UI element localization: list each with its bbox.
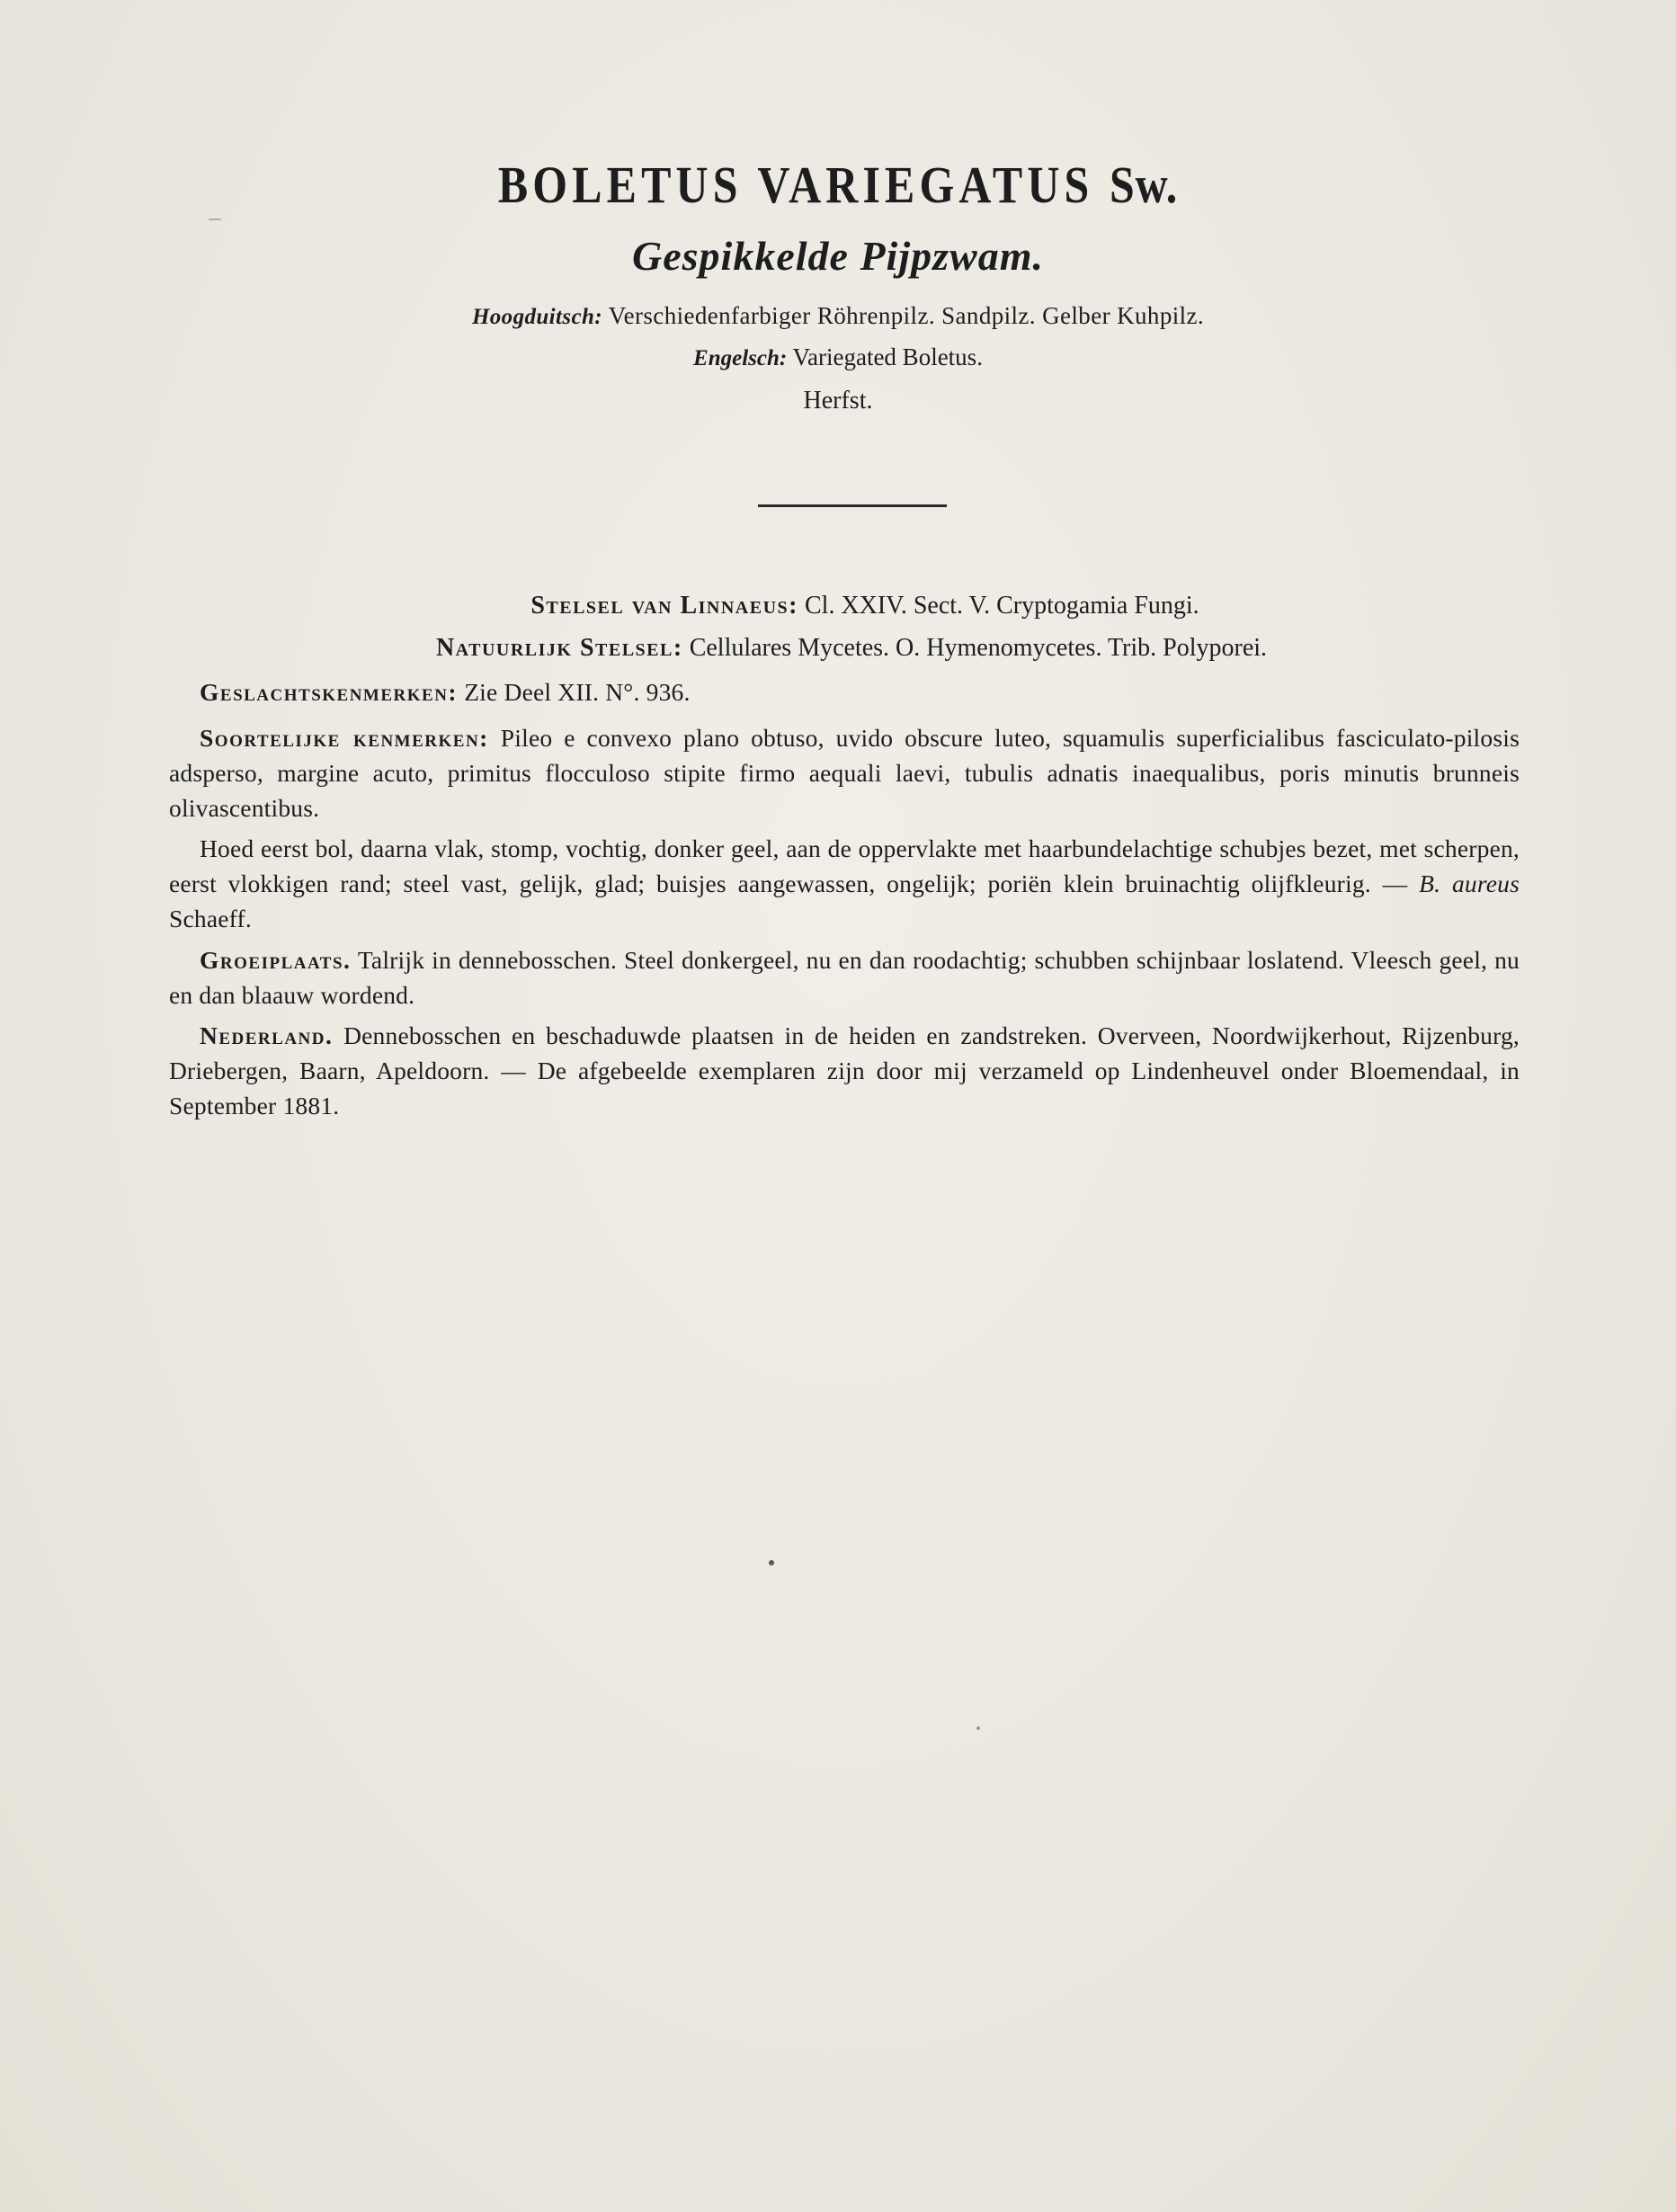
season: Herfst. — [803, 387, 873, 415]
genus-paragraph — [169, 674, 1520, 709]
species-label: Soortelijke kenmerken: — [200, 724, 489, 752]
genus-label: Geslachtskenmerken: — [200, 678, 459, 706]
synonym-name: B. aureus — [1419, 870, 1520, 897]
genus-text: Zie Deel XII. N°. 936. — [464, 678, 691, 706]
natural-text: Cellulares Mycetes. O. Hymenomycetes. Trib. Polyporei. — [689, 634, 1268, 662]
species-text: Pileo e convexo plano obtuso, uvido obscure luteo, squamulis superficialibus fasciculato-pilosis adsperso, margine acuto, primitus flocculoso stipite firmo aequali laevi, tubulis adnatis inaequalibus, poris minutis brunneis olivascentibus. — [169, 724, 1520, 822]
linnaeus-text: Cl. XXIV. Sect. V. Cryptogamia Fungi. — [804, 592, 1199, 620]
title-author: Sw. — [1110, 156, 1179, 214]
netherlands-label: Nederland. — [200, 1021, 334, 1049]
netherlands-text: Dennebosschen en beschaduwde plaatsen in de heiden en zandstreken. Overveen, Noordwijkerhout, Rijzenburg, Driebergen, Baarn, Apeldoorn. — De afgebeelde exemplaren zijn door mij verzameld op Lindenheuvel onder Bloemendaal, in September 1881. — [169, 1021, 1520, 1119]
german-names: Verschiedenfarbiger Röhrenpilz. Sandpilz. Gelber Kuhpilz. — [608, 302, 1205, 329]
german-label: Hoogduitsch: — [471, 305, 603, 329]
habitat-label: Groeiplaats. — [200, 946, 352, 974]
title-main: BOLETUS VARIEGATUS — [497, 156, 1094, 214]
synonym-author: Schaeff. — [169, 905, 252, 932]
english-name: Variegated Boletus. — [792, 343, 983, 370]
paper-speck — [976, 1726, 980, 1730]
linnaeus-label: Stelsel van Linnaeus: — [530, 592, 798, 620]
english-name-line — [0, 343, 1676, 371]
english-label: Engelsch: — [693, 346, 788, 370]
divider-rule — [758, 504, 947, 507]
natural-system-line — [27, 634, 1676, 663]
linnaeus-system-line — [54, 592, 1676, 620]
dutch-description-text: Hoed eerst bol, daarna vlak, stomp, vochtig, donker geel, aan de oppervlakte met haarbundelachtige schubjes bezet, met scherpen, eerst vlokkigen rand; steel vast, gelijk, glad; buisjes aangewassen, ongelijk; poriën klein bruinachtig olijfkleurig. — — [169, 834, 1520, 897]
dutch-description-paragraph — [169, 831, 1520, 936]
page-subtitle: Gespikkelde Pijpzwam. — [632, 233, 1044, 279]
habitat-text: Talrijk in dennebosschen. Steel donkergeel, nu en dan roodachtig; schubben schijnbaar loslatend. Vleesch geel, nu en dan blaauw wordend. — [169, 946, 1520, 1009]
natural-label: Natuurlijk Stelsel: — [435, 634, 683, 662]
habitat-paragraph — [169, 942, 1520, 1012]
paper-speck — [769, 1560, 774, 1565]
page-title — [117, 155, 1558, 215]
paper-mark — [209, 219, 221, 220]
species-paragraph — [169, 720, 1520, 825]
netherlands-paragraph — [169, 1018, 1520, 1123]
german-names-line — [0, 302, 1676, 330]
